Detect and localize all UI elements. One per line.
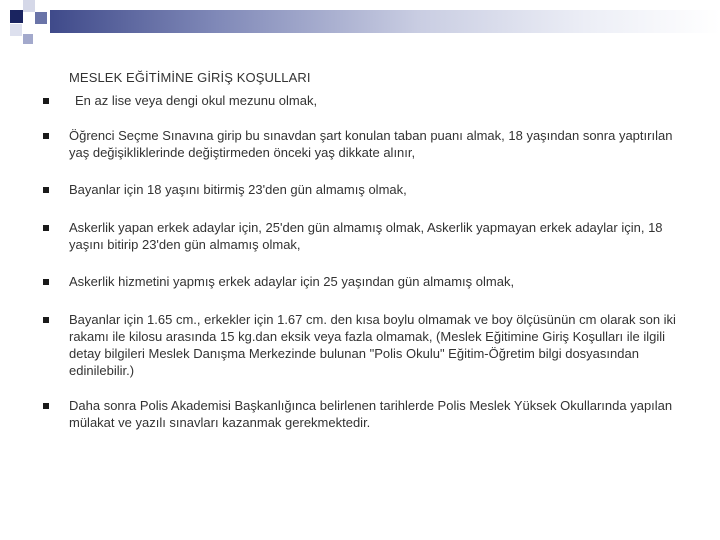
- list-item-text: Bayanlar için 1.65 cm., erkekler için 1.67 cm. den kısa boylu olmamak ve boy ölçüsünün cm olarak son iki rakamı ile kilosu arasında 15 kg.dan eksik veya fazla olmamak, (Meslek Eğitimine Giriş Koşulları ile ilgili detay bilgileri Meslek Danışma Merkezinde bulunan "Polis Okulu" Eğitim-Öğretim bilgi dosyasından edinilebilir.): [69, 312, 676, 378]
- list-item-text: Askerlik hizmetini yapmış erkek adaylar için 25 yaşından gün almamış olmak,: [69, 274, 515, 289]
- bullet-icon: [43, 279, 49, 285]
- slide-title: MESLEK EĞİTİMİNE GİRİŞ KOŞULLARI: [69, 70, 311, 85]
- bullet-icon: [43, 133, 49, 139]
- deco-square-light-2: [10, 24, 22, 36]
- list-item-text: En az lise veya dengi okul mezunu olmak,: [75, 93, 318, 108]
- bullet-icon: [43, 98, 49, 104]
- bullet-icon: [43, 403, 49, 409]
- list-item-text: Daha sonra Polis Akademisi Başkanlığınca belirlenen tarihlerde Polis Meslek Yüksek Okullarında yapılan mülakat ve yazılı sınavları kazanmak gerekmektedir.: [69, 398, 673, 430]
- header-decoration: [0, 0, 720, 50]
- bullet-icon: [43, 225, 49, 231]
- list-item-text: Bayanlar için 18 yaşını bitirmiş 23'den gün almamış olmak,: [69, 182, 407, 197]
- list-item-text: Öğrenci Seçme Sınavına girip bu sınavdan şart konulan taban puanı almak, 18 yaşından sonra yaptırılan yaş değişikliklerinde değiştirmeden önceki yaş dikkate alınır,: [69, 128, 673, 160]
- header-gradient-bar: [50, 10, 720, 33]
- deco-square-dark: [10, 10, 23, 23]
- deco-square-mid: [35, 12, 47, 24]
- deco-square-light: [23, 0, 35, 12]
- deco-square-mid-2: [23, 34, 33, 44]
- list-item-text: Askerlik yapan erkek adaylar için, 25'den gün almamış olmak, Askerlik yapmayan erkek adaylar için, 18 yaşını bitirip 23'den gün almamış olmak,: [69, 220, 663, 252]
- bullet-icon: [43, 187, 49, 193]
- bullet-icon: [43, 317, 49, 323]
